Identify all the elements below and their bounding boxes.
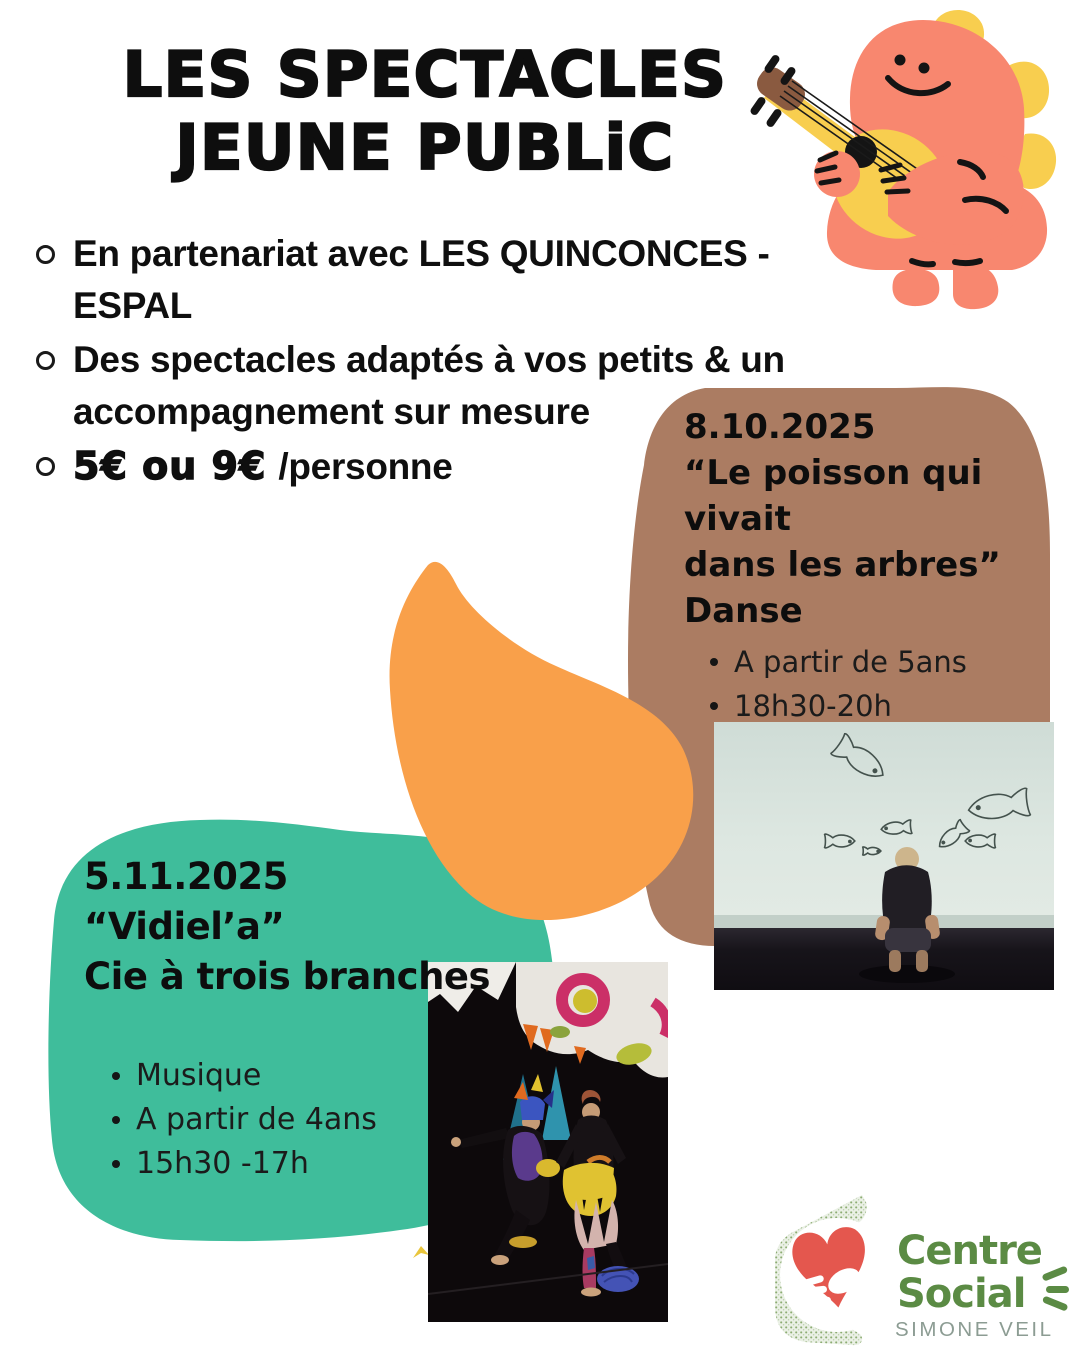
price-text: 5€ ou 9€ [73,444,267,488]
dot-bullet-icon [112,1160,120,1168]
list-item [710,640,967,684]
event-company: Cie à trois branches [84,955,491,998]
list-item [112,1054,377,1098]
logo-subtitle: SIMONE VEIL [895,1318,1054,1341]
photo-poisson [714,722,1054,990]
detail-text: A partir de 5ans [734,645,967,679]
title-line-1: LES SPECTACLES [122,38,728,111]
event-1-details [710,640,967,728]
event-date: 5.11.2025 [84,855,288,898]
circle-bullet-icon [36,457,55,476]
dot-bullet-icon [710,702,718,710]
event-date: 8.10.2025 [684,407,876,447]
detail-text: 15h30 -17h [136,1146,309,1181]
list-item [112,1098,377,1142]
intro-line: accompagnement sur mesure [73,391,590,432]
event-2-heading [84,852,704,1002]
list-item [112,1142,377,1186]
logo-name-line2: Social [897,1271,1026,1317]
detail-text: 18h30-20h [734,689,892,723]
event-title-line: “Le poisson qui vivait [684,453,983,539]
price-suffix: /personne [278,446,453,487]
leaf-dashes-icon [1041,1265,1069,1311]
intro-line: ESPAL [73,285,193,326]
centre-social-logo [760,1186,1075,1350]
dot-bullet-icon [112,1072,120,1080]
photo-vidiela [428,962,668,1322]
detail-text: A partir de 4ans [136,1102,377,1137]
list-item [710,684,967,728]
dot-bullet-icon [112,1116,120,1124]
intro-line: Des spectacles adaptés à vos petits & un [73,339,785,380]
list-item [26,228,846,332]
dot-bullet-icon [710,658,718,666]
event-2-details [112,1054,377,1186]
event-genre: Danse [684,591,803,631]
yellow-cloth-prop [509,1236,537,1248]
circle-bullet-icon [36,351,55,370]
circle-bullet-icon [36,245,55,264]
detail-text: Musique [136,1058,262,1093]
event-title: “Vidiel’a” [84,905,285,948]
logo-name-line1: Centre [897,1228,1042,1274]
intro-line: En partenariat avec LES QUINCONCES - [73,233,770,274]
hand-heart-house-icon [775,1195,894,1345]
event-title-line: dans les arbres” [684,545,1001,585]
event-1-heading [684,404,1074,634]
page-title [50,38,800,184]
title-line-2: JEUNE PUBLiC [175,111,675,184]
